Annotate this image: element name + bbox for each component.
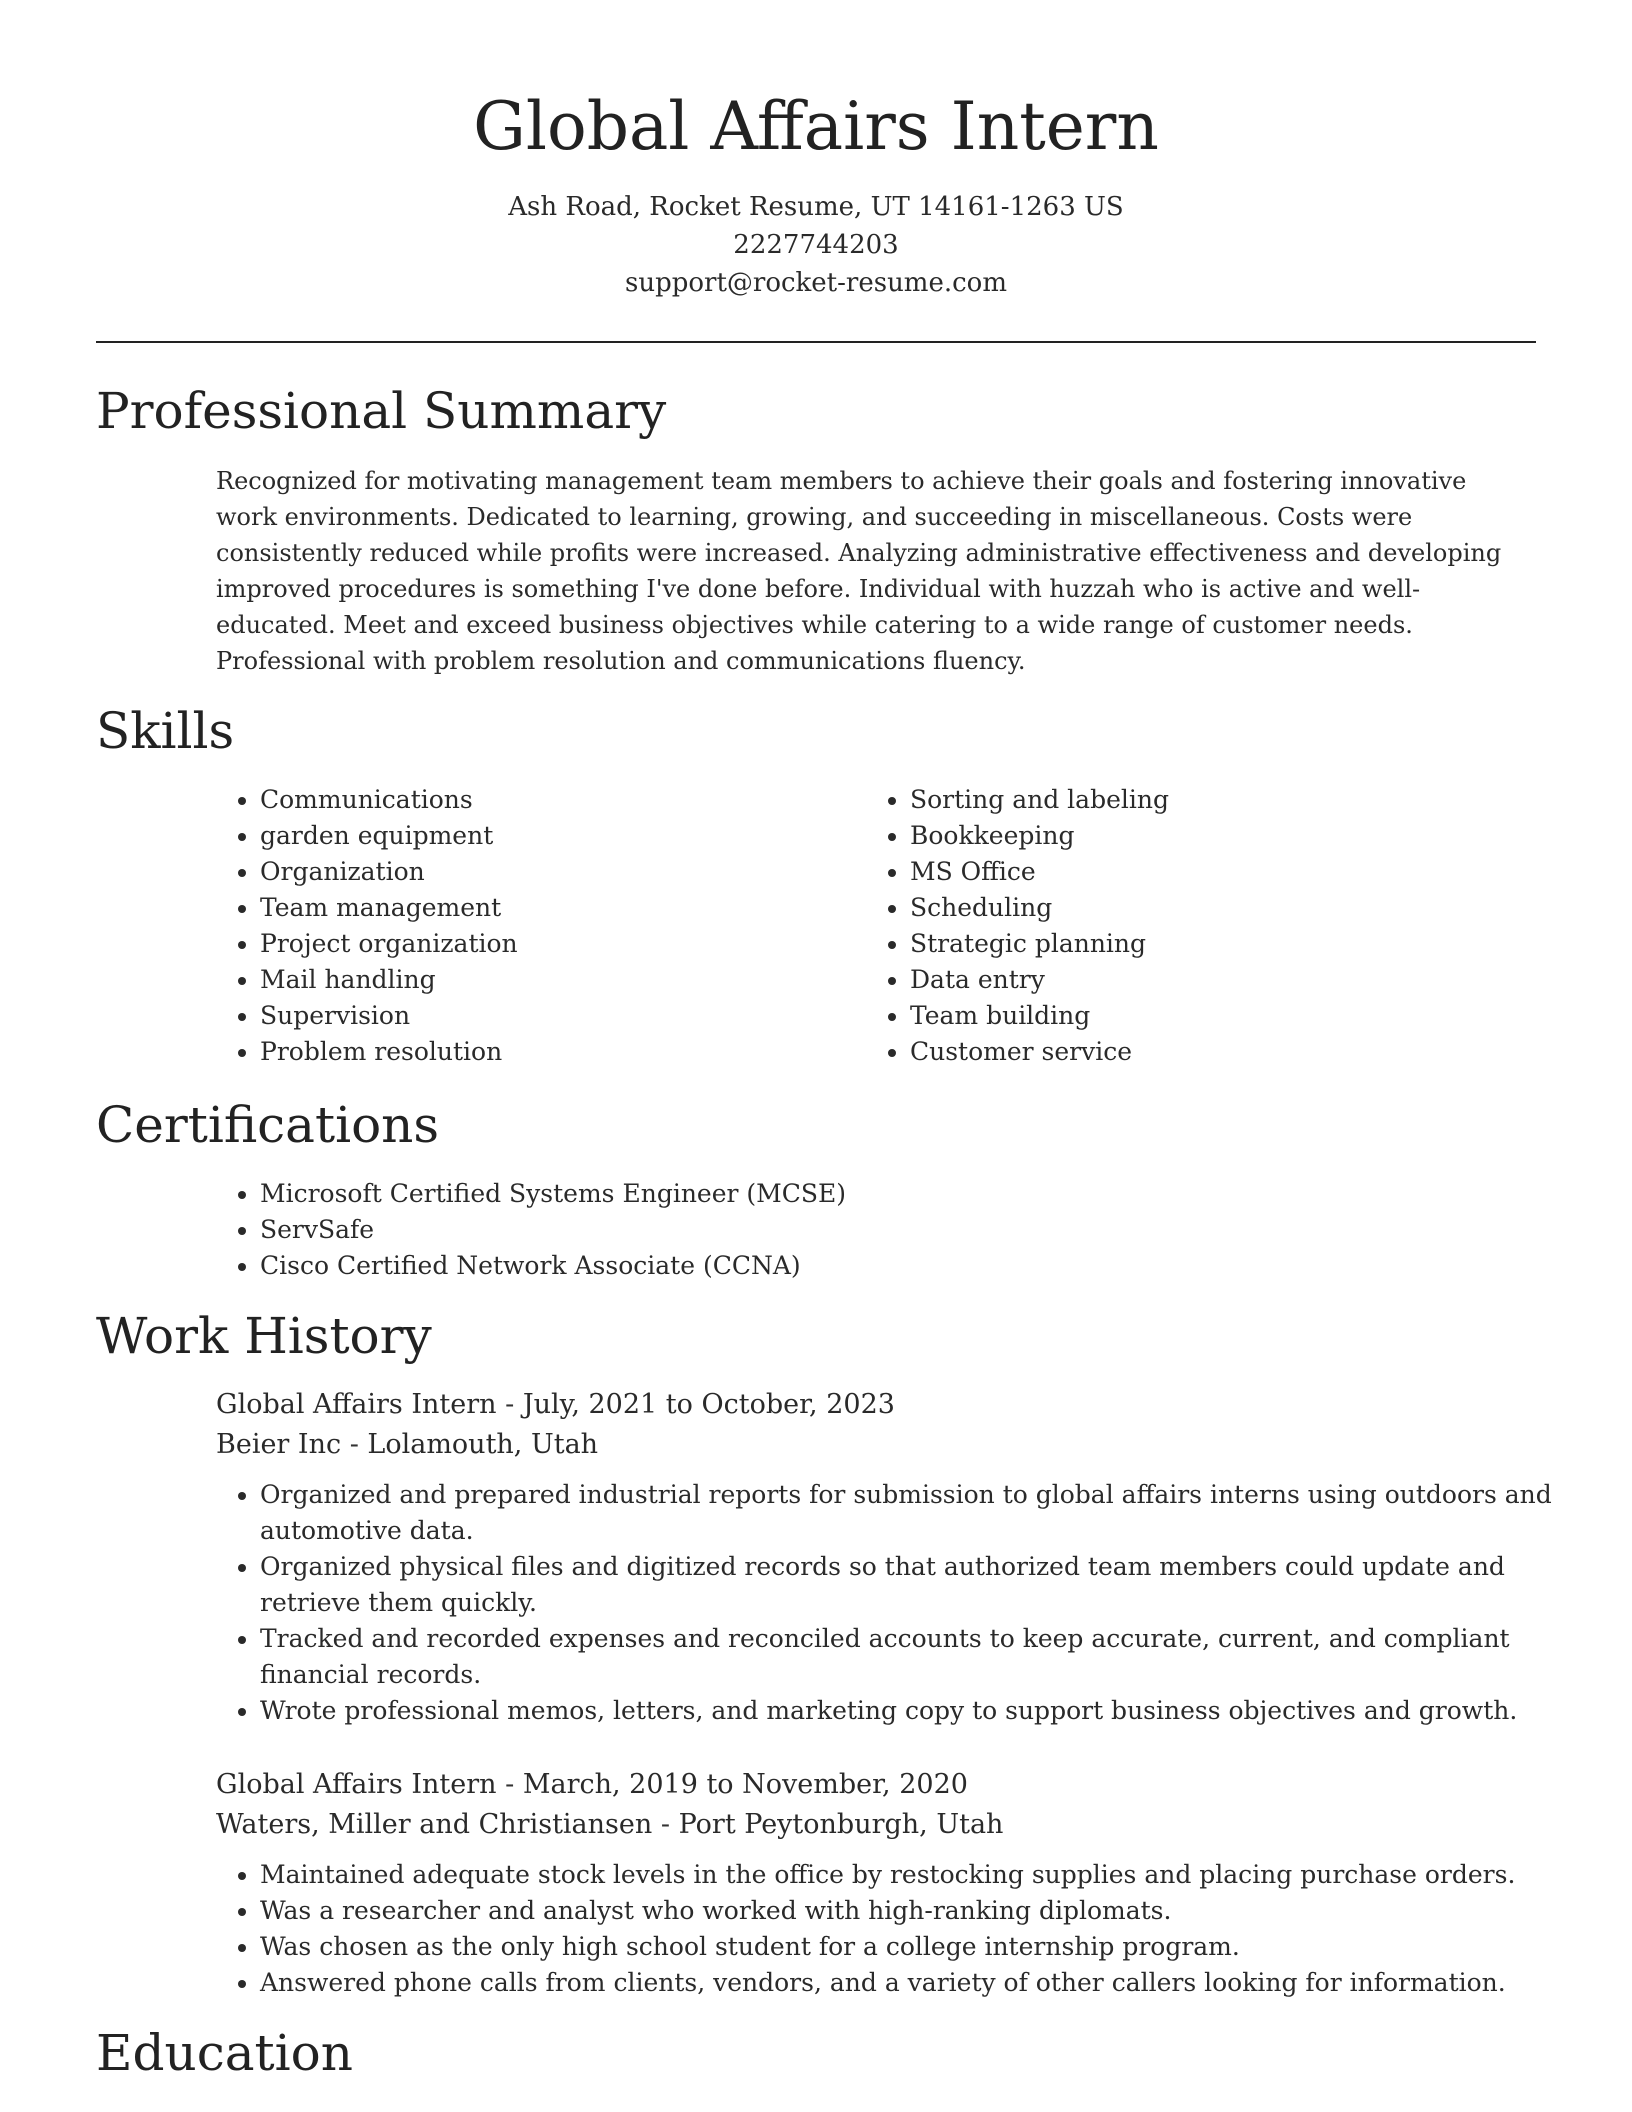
- certification-item: • Microsoft Certified Systems Engineer (MCSE): [260, 1176, 1316, 1212]
- section-title-skills: Skills: [96, 702, 235, 760]
- section-title-work-history: Work History: [96, 1307, 432, 1365]
- job-bullet: • Tracked and recorded expenses and reconciled accounts to keep accurate, current, and compliant financial records.: [260, 1621, 1560, 1693]
- job-bullet: • Wrote professional memos, letters, and marketing copy to support business objectives and growth.: [260, 1693, 1560, 1729]
- job-bullet: • Was chosen as the only high school student for a college internship program.: [260, 1929, 1560, 1965]
- resume-header: [0, 82, 1632, 302]
- job-bullet: • Answered phone calls from clients, vendors, and a variety of other callers looking for information.: [260, 1965, 1560, 2001]
- job-bullet: • Organized and prepared industrial reports for submission to global affairs interns using outdoors and automotive data.: [260, 1477, 1560, 1549]
- job-bullets: [216, 1857, 1560, 2001]
- skill-item: • Bookkeeping: [910, 818, 1506, 854]
- section-title-education: Education: [96, 2024, 353, 2082]
- job-title-line: Global Affairs Intern - July, 2021 to October, 2023: [216, 1389, 895, 1420]
- job-bullet: • Was a researcher and analyst who worked with high-ranking diplomats.: [260, 1893, 1560, 1929]
- skills-column-left: [216, 782, 856, 1070]
- phone: 2227744203: [733, 230, 899, 260]
- skills-column-right: [866, 782, 1506, 1070]
- skill-item: • Problem resolution: [260, 1034, 856, 1070]
- job-company-line: Beier Inc - Lolamouth, Utah: [216, 1429, 599, 1460]
- job-location: Port Peytonburgh, Utah: [678, 1809, 1004, 1840]
- job-title: Global Affairs Intern: [216, 1769, 497, 1800]
- skill-item: • Team building: [910, 998, 1506, 1034]
- section-title-certifications: Certifications: [96, 1096, 440, 1154]
- address: Ash Road, Rocket Resume, UT 14161-1263 US: [508, 192, 1124, 222]
- skill-item: • Project organization: [260, 926, 856, 962]
- section-title-summary: Professional Summary: [96, 382, 667, 440]
- certification-item: • Cisco Certified Network Associate (CCNA): [260, 1248, 1316, 1284]
- skill-item: • Mail handling: [260, 962, 856, 998]
- skill-item: • Strategic planning: [910, 926, 1506, 962]
- header-divider: [96, 341, 1536, 343]
- skill-item: • Communications: [260, 782, 856, 818]
- job-bullet: • Maintained adequate stock levels in the office by restocking supplies and placing purchase orders.: [260, 1857, 1560, 1893]
- job-dates: March, 2019 to November, 2020: [522, 1769, 968, 1800]
- job-company: Beier Inc: [216, 1429, 342, 1460]
- certifications-list: [216, 1176, 1316, 1284]
- skill-item: • Organization: [260, 854, 856, 890]
- job-entry: [216, 1385, 1552, 1729]
- skill-item: • Sorting and labeling: [910, 782, 1506, 818]
- certification-item: • ServSafe: [260, 1212, 1316, 1248]
- candidate-name: Global Affairs Intern: [473, 88, 1159, 165]
- contact-info: [0, 188, 1632, 302]
- job-title: Global Affairs Intern: [216, 1389, 497, 1420]
- job-company: Waters, Miller and Christiansen: [216, 1809, 653, 1840]
- job-location: Lolamouth, Utah: [367, 1429, 599, 1460]
- email: support@rocket-resume.com: [624, 268, 1007, 298]
- skill-item: • Data entry: [910, 962, 1506, 998]
- job-bullets: [216, 1477, 1560, 1729]
- skill-item: • Team management: [260, 890, 856, 926]
- skill-item: • Supervision: [260, 998, 856, 1034]
- job-dates: July, 2021 to October, 2023: [522, 1389, 895, 1420]
- skill-item: • Customer service: [910, 1034, 1506, 1070]
- skill-item: • garden equipment: [260, 818, 856, 854]
- summary-text: Recognized for motivating management team members to achieve their goals and fostering innovative work environments. Dedicated to learning, growing, and succeeding in miscellaneous. Costs were consistently reduced while profits were increased. Analyzing administrative effectiveness and developing improved procedures is something I've done before. Individual with huzzah who is active and well-educated. Meet and exceed business objectives while catering to a wide range of customer needs. Professional with problem resolution and communications fluency.: [216, 467, 1502, 675]
- job-title-line: Global Affairs Intern - March, 2019 to November, 2020: [216, 1769, 968, 1800]
- job-entry: [216, 1765, 1536, 2001]
- job-company-line: Waters, Miller and Christiansen - Port Peytonburgh, Utah: [216, 1809, 1004, 1840]
- job-bullet: • Organized physical files and digitized records so that authorized team members could update and retrieve them quickly.: [260, 1549, 1560, 1621]
- skill-item: • MS Office: [910, 854, 1506, 890]
- skill-item: • Scheduling: [910, 890, 1506, 926]
